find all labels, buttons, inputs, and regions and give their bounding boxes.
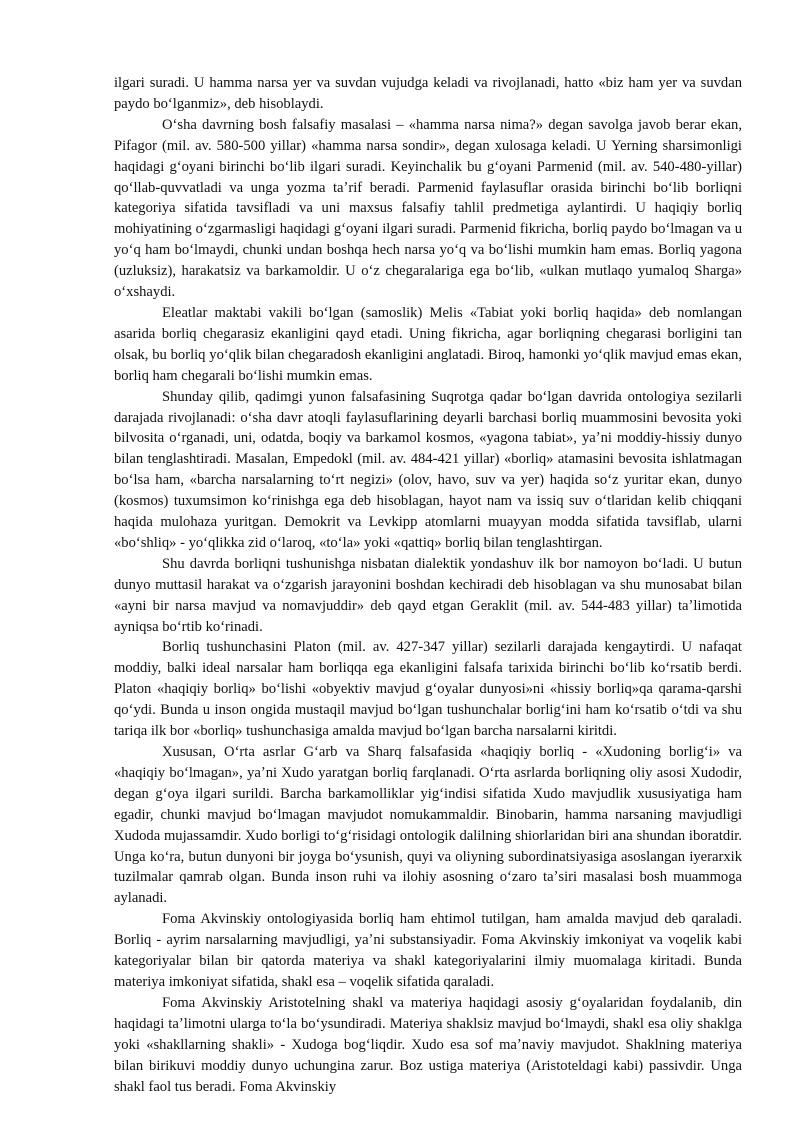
paragraph-8: Foma Akvinskiy ontologiyasida borliq ham ehtimol tutilgan, ham amalda mavjud deb qaraladi. Borliq - ayrim narsalarning mavjudligi, yaʼni substansiyadir. Foma Akvinskiy imkoniyat va voqelik kabi kategoriyalar bilan bir qatorda materiya va shakl kategoriyalarini ilmiy muomalaga kiritadi. Bunda materiya imkoniyat sifatida, shakl esa – voqelik sifatida qaraladi. [114,911,742,990]
paragraph-6: Borliq tushunchasini Platon (mil. av. 427-347 yillar) sezilarli darajada kengaytirdi. U nafaqat moddiy, balki ideal narsalar ham borliqqa ega ekanligini falsafa tarixida birinchi boʻlib koʻrsatib berdi. Platon «haqiqiy borliq» boʻlishi «obyektiv mavjud gʻoyalar dunyosi»ni «hissiy borliq»qa qarama-qarshi qoʻydi. Bunda u inson ongida mustaqil mavjud boʻlgan tushunchalar borligʻini ham koʻrsatib oʻtdi va shu tariqa ilk bor «borliq» tushunchasiga amalda mavjud boʻlgan barcha narsalarni kiritdi. [114,639,742,740]
paragraph-1: ilgari suradi. U hamma narsa yer va suvdan vujudga keladi va rivojlanadi, hatto «biz ham yer va suvdan paydo boʻlganmiz», deb hisoblaydi. [114,75,742,112]
document-page [114,73,742,1097]
paragraph-9: Foma Akvinskiy Aristotelning shakl va materiya haqidagi asosiy gʻoyalaridan foydalanib, din haqidagi taʼlimotni ularga toʻla boʻysundiradi. Materiya shaklsiz mavjud boʻlmaydi, shakl esa oliy shaklga yoki «shakllarning shakli» - Xudoga bogʻliqdir. Xudo esa sof maʼnaviy mavjudot. Shaklning materiya bilan birikuvi moddiy dunyo uchungina zarur. Boz ustiga materiya (Aristoteldagi kabi) passivdir. Unga shakl faol tus beradi. Foma Akvinskiy [114,994,742,1095]
paragraph-5: Shu davrda borliqni tushunishga nisbatan dialektik yondashuv ilk bor namoyon boʻladi. U butun dunyo muttasil harakat va oʻzgarish jarayonini boshdan kechiradi deb hisoblagan va shu munosabat bilan «ayni bir narsa mavjud va nomavjuddir» deb qayd etgan Geraklit (mil. av. 544-483 yillar) taʼlimotida ayniqsa boʻrtib koʻrinadi. [114,555,742,635]
paragraph-7: Xususan, Oʻrta asrlar Gʻarb va Sharq falsafasida «haqiqiy borliq - «Xudoning borligʻi» va «haqiqiy boʻlmagan», yaʼni Xudo yaratgan borliq farqlanadi. Oʻrta asrlarda borliqning oliy asosi Xudodir, degan gʻoya ilgari surildi. Barcha barkamolliklar yigʻindisi sifatida Xudo mavjudlik xususiyatiga ham egadir, chunki mavjud boʻlmagan mavjudot nomukammaldir. Binobarin, hamma narsaning mavjudligi Xudoda mujassamdir. Xudo borligi toʻgʻrisidagi ontologik dalilning shiorlaridan biri ana shundan iboratdir. Unga koʻra, butun dunyoni bir joyga boʻysunish, quyi va oliyning subordinatsiyasiga asoslangan iyerarxik tuzilmalar qamrab olgan. Bunda inson ruhi va ilohiy asosning oʻzaro taʼsiri masalasi bosh muammoga aylanadi. [114,744,742,907]
paragraph-3: Eleatlar maktabi vakili boʻlgan (samoslik) Melis «Tabiat yoki borliq haqida» deb nomlangan asarida borliq chegarasiz ekanligini qayd etadi. Uning fikricha, agar borliqning chegarasi borligini tan olsak, bu borliq yoʻqlik bilan chegaradosh ekanligini anglatadi. Biroq, hamonki yoʻqlik mavjud emas ekan, borliq ham chegarali boʻlishi mumkin emas. [114,304,742,384]
paragraph-4: Shunday qilib, qadimgi yunon falsafasining Suqrotga qadar boʻlgan davrida ontologiya sezilarli darajada rivojlanadi: oʻsha davr atoqli faylasuflarining deyarli barchasi borliq muammosini bevosita yoki bilvosita oʻrganadi, uni, odatda, boqiy va barkamol kosmos, «yagona tabiat», yaʼni moddiy-hissiy dunyo bilan tenglashtiradi. Masalan, Empedokl (mil. av. 484-421 yillar) «borliq» atamasini bevosita ishlatmagan boʻlsa ham, «barcha narsalarning toʻrt negizi» (olov, havo, suv va yer) haqida soʻz yuritar ekan, dunyo (kosmos) tuxumsimon koʻrinishga ega deb hisoblagan, hayot nam va issiq suv oʻtlaridan kelib chiqqani haqida mulohaza yuritgan. Demokrit va Levkipp atomlarni muayyan modda sifatida tavsiflab, ularni «boʻshliq» - yoʻqlikka zid oʻlaroq, «toʻla» yoki «qattiq» borliq bilan tenglashtirgan. [114,388,742,551]
paragraph-2: Oʻsha davrning bosh falsafiy masalasi – «hamma narsa nima?» degan savolga javob berar ekan, Pifagor (mil. av. 580-500 yillar) «hamma narsa sondir», degan xulosaga keladi. U Yerning sharsimonligi haqidagi gʻoyani birinchi boʻlib ilgari suradi. Keyinchalik bu gʻoyani Parmenid (mil. av. 540-480-yillar) qoʻllab-quvvatladi va unga yozma taʼrif beradi. Parmenid faylasuflar orasida birinchi boʻlib borliqni kategoriya sifatida tavsifladi va uni maxsus falsafiy tahlil predmetiga aylantirdi. U haqiqiy borliq mohiyatining oʻzgarmasligi haqidagi gʻoyani ilgari suradi. Parmenid fikricha, borliq paydo boʻlmagan va u yoʻq ham boʻlmaydi, chunki undan boshqa hech narsa yoʻq va boʻlishi mumkin ham emas. Borliq yagona (uzluksiz), harakatsiz va barkamoldir. U oʻz chegaralariga ega boʻlib, «ulkan mutlaqo yumaloq Sharga» oʻxshaydi. [114,116,742,301]
